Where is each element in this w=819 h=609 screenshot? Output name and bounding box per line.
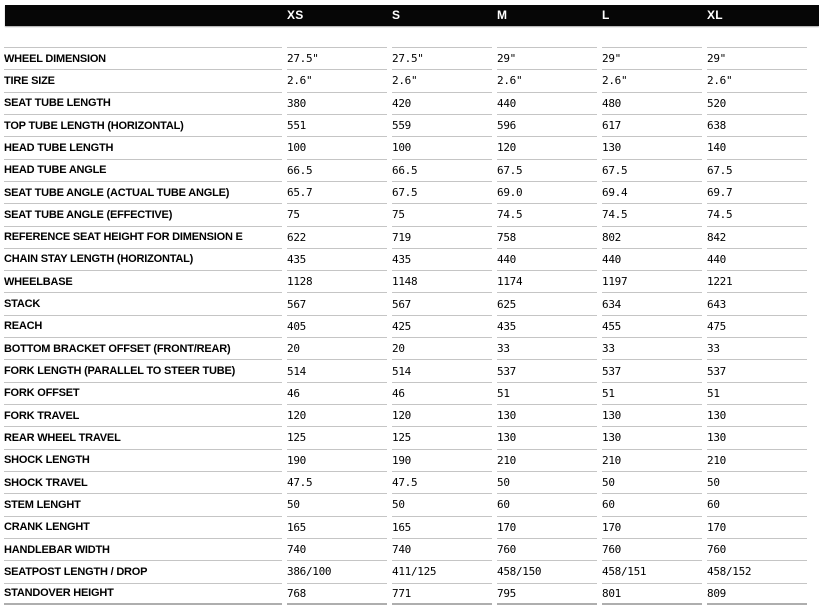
cell-value: 29" <box>707 47 807 69</box>
cell-value: 740 <box>392 538 492 560</box>
cell-value: 130 <box>497 404 597 426</box>
cell-value: 440 <box>497 248 597 270</box>
cell-value: 125 <box>392 426 492 448</box>
cell-value: 2.6" <box>602 69 702 91</box>
row-label: HANDLEBAR WIDTH <box>4 538 282 560</box>
cell-value: 46 <box>287 382 387 404</box>
cell-value: 69.0 <box>497 181 597 203</box>
cell-value: 130 <box>602 136 702 158</box>
cell-value: 537 <box>707 359 807 381</box>
cell-value: 130 <box>707 404 807 426</box>
cell-value: 1197 <box>602 270 702 292</box>
cell-value: 100 <box>287 136 387 158</box>
cell-value: 50 <box>707 471 807 493</box>
cell-value: 420 <box>392 92 492 114</box>
cell-value: 33 <box>497 337 597 359</box>
cell-value: 520 <box>707 92 807 114</box>
cell-value: 120 <box>392 404 492 426</box>
cell-value: 514 <box>287 359 387 381</box>
cell-value: 50 <box>497 471 597 493</box>
row-label: REAR WHEEL TRAVEL <box>4 426 282 448</box>
cell-value: 537 <box>497 359 597 381</box>
row-label: STACK <box>4 292 282 314</box>
row-label: CRANK LENGHT <box>4 516 282 538</box>
row-label: TIRE SIZE <box>4 69 282 91</box>
cell-value: 2.6" <box>287 69 387 91</box>
cell-value: 67.5 <box>602 159 702 181</box>
cell-value: 795 <box>497 583 597 605</box>
cell-value: 622 <box>287 226 387 248</box>
cell-value: 643 <box>707 292 807 314</box>
cell-value: 1174 <box>497 270 597 292</box>
column-header-xl: XL <box>707 8 723 22</box>
cell-value: 74.5 <box>707 203 807 225</box>
cell-value: 638 <box>707 114 807 136</box>
cell-value: 67.5 <box>497 159 597 181</box>
row-label: BOTTOM BRACKET OFFSET (FRONT/REAR) <box>4 337 282 359</box>
cell-value: 69.7 <box>707 181 807 203</box>
cell-value: 809 <box>707 583 807 605</box>
cell-value: 435 <box>497 315 597 337</box>
row-label: STEM LENGHT <box>4 493 282 515</box>
cell-value: 66.5 <box>392 159 492 181</box>
cell-value: 475 <box>707 315 807 337</box>
cell-value: 435 <box>287 248 387 270</box>
cell-value: 551 <box>287 114 387 136</box>
cell-value: 67.5 <box>392 181 492 203</box>
cell-value: 67.5 <box>707 159 807 181</box>
cell-value: 50 <box>392 493 492 515</box>
cell-value: 1148 <box>392 270 492 292</box>
cell-value: 411/125 <box>392 560 492 582</box>
cell-value: 60 <box>497 493 597 515</box>
cell-value: 440 <box>497 92 597 114</box>
cell-value: 51 <box>707 382 807 404</box>
cell-value: 740 <box>287 538 387 560</box>
cell-value: 537 <box>602 359 702 381</box>
cell-value: 1128 <box>287 270 387 292</box>
row-label: FORK TRAVEL <box>4 404 282 426</box>
cell-value: 65.7 <box>287 181 387 203</box>
column-header-m: M <box>497 8 508 22</box>
cell-value: 559 <box>392 114 492 136</box>
cell-value: 51 <box>602 382 702 404</box>
cell-value: 625 <box>497 292 597 314</box>
cell-value: 425 <box>392 315 492 337</box>
cell-value: 170 <box>707 516 807 538</box>
row-label: SEATPOST LENGTH / DROP <box>4 560 282 582</box>
cell-value: 190 <box>392 449 492 471</box>
cell-value: 75 <box>392 203 492 225</box>
cell-value: 617 <box>602 114 702 136</box>
cell-value: 165 <box>392 516 492 538</box>
row-label: FORK LENGTH (PARALLEL TO STEER TUBE) <box>4 359 282 381</box>
geometry-table <box>0 47 817 605</box>
cell-value: 165 <box>287 516 387 538</box>
cell-value: 46 <box>392 382 492 404</box>
row-label: WHEELBASE <box>4 270 282 292</box>
cell-value: 74.5 <box>497 203 597 225</box>
cell-value: 27.5" <box>287 47 387 69</box>
cell-value: 60 <box>707 493 807 515</box>
row-label: WHEEL DIMENSION <box>4 47 282 69</box>
row-label: SEAT TUBE ANGLE (ACTUAL TUBE ANGLE) <box>4 181 282 203</box>
cell-value: 802 <box>602 226 702 248</box>
cell-value: 75 <box>287 203 387 225</box>
row-label: CHAIN STAY LENGTH (HORIZONTAL) <box>4 248 282 270</box>
cell-value: 458/150 <box>497 560 597 582</box>
row-label: SEAT TUBE LENGTH <box>4 92 282 114</box>
cell-value: 130 <box>602 404 702 426</box>
cell-value: 760 <box>497 538 597 560</box>
cell-value: 47.5 <box>392 471 492 493</box>
cell-value: 760 <box>707 538 807 560</box>
cell-value: 20 <box>287 337 387 359</box>
cell-value: 120 <box>287 404 387 426</box>
row-label: HEAD TUBE LENGTH <box>4 136 282 158</box>
row-label: SHOCK LENGTH <box>4 449 282 471</box>
cell-value: 33 <box>707 337 807 359</box>
cell-value: 440 <box>707 248 807 270</box>
cell-value: 380 <box>287 92 387 114</box>
cell-value: 130 <box>602 426 702 448</box>
cell-value: 2.6" <box>707 69 807 91</box>
cell-value: 120 <box>497 136 597 158</box>
cell-value: 634 <box>602 292 702 314</box>
cell-value: 47.5 <box>287 471 387 493</box>
cell-value: 2.6" <box>392 69 492 91</box>
cell-value: 567 <box>392 292 492 314</box>
cell-value: 2.6" <box>497 69 597 91</box>
cell-value: 210 <box>497 449 597 471</box>
cell-value: 140 <box>707 136 807 158</box>
cell-value: 130 <box>707 426 807 448</box>
cell-value: 1221 <box>707 270 807 292</box>
row-label: STANDOVER HEIGHT <box>4 583 282 605</box>
cell-value: 455 <box>602 315 702 337</box>
cell-value: 50 <box>602 471 702 493</box>
cell-value: 458/152 <box>707 560 807 582</box>
cell-value: 719 <box>392 226 492 248</box>
cell-value: 210 <box>602 449 702 471</box>
cell-value: 170 <box>497 516 597 538</box>
cell-value: 596 <box>497 114 597 136</box>
cell-value: 33 <box>602 337 702 359</box>
column-header-s: S <box>392 8 401 22</box>
cell-value: 29" <box>602 47 702 69</box>
cell-value: 386/100 <box>287 560 387 582</box>
cell-value: 130 <box>497 426 597 448</box>
cell-value: 51 <box>497 382 597 404</box>
size-header-bar <box>5 5 819 26</box>
cell-value: 69.4 <box>602 181 702 203</box>
cell-value: 50 <box>287 493 387 515</box>
cell-value: 29" <box>497 47 597 69</box>
cell-value: 771 <box>392 583 492 605</box>
cell-value: 125 <box>287 426 387 448</box>
cell-value: 435 <box>392 248 492 270</box>
cell-value: 60 <box>602 493 702 515</box>
cell-value: 210 <box>707 449 807 471</box>
cell-value: 100 <box>392 136 492 158</box>
cell-value: 66.5 <box>287 159 387 181</box>
cell-value: 758 <box>497 226 597 248</box>
row-label: FORK OFFSET <box>4 382 282 404</box>
cell-value: 567 <box>287 292 387 314</box>
cell-value: 27.5" <box>392 47 492 69</box>
cell-value: 768 <box>287 583 387 605</box>
cell-value: 440 <box>602 248 702 270</box>
cell-value: 190 <box>287 449 387 471</box>
cell-value: 458/151 <box>602 560 702 582</box>
cell-value: 801 <box>602 583 702 605</box>
row-label: REFERENCE SEAT HEIGHT FOR DIMENSION E <box>4 226 282 248</box>
row-label: SEAT TUBE ANGLE (EFFECTIVE) <box>4 203 282 225</box>
cell-value: 20 <box>392 337 492 359</box>
cell-value: 480 <box>602 92 702 114</box>
cell-value: 170 <box>602 516 702 538</box>
row-label: HEAD TUBE ANGLE <box>4 159 282 181</box>
column-header-l: L <box>602 8 610 22</box>
cell-value: 760 <box>602 538 702 560</box>
cell-value: 74.5 <box>602 203 702 225</box>
row-label: REACH <box>4 315 282 337</box>
cell-value: 405 <box>287 315 387 337</box>
cell-value: 514 <box>392 359 492 381</box>
row-label: SHOCK TRAVEL <box>4 471 282 493</box>
cell-value: 842 <box>707 226 807 248</box>
row-label: TOP TUBE LENGTH (HORIZONTAL) <box>4 114 282 136</box>
column-header-xs: XS <box>287 8 304 22</box>
